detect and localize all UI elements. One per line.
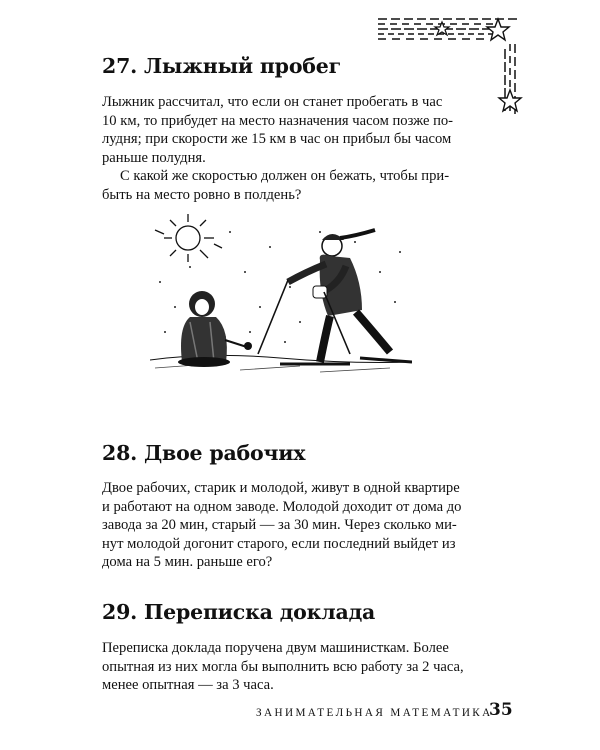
problem-28-heading: 28. Двое рабочих [102, 441, 306, 465]
page-number: 35 [489, 700, 513, 720]
skier [258, 230, 412, 364]
skier-illustration [150, 212, 412, 384]
text-line: дома на 5 мин. раньше его? [102, 554, 273, 571]
text-line: Двое рабочих, старик и молодой, живут в одной квартире [102, 480, 460, 496]
text-line: и работают на одном заводе. Молодой доходит от дома до [102, 498, 462, 515]
text-line: опытная из них могла бы выполнить всю работу за 2 часа, [102, 658, 464, 675]
text-line: Переписка доклада поручена двум машинисткам. Более [102, 640, 449, 656]
problem-27-text [102, 93, 482, 205]
running-footer-title: ЗАНИМАТЕЛЬНАЯ МАТЕМАТИКА [256, 707, 493, 719]
text-line: С какой же скоростью должен он бежать, чтобы при- [120, 168, 450, 185]
text-line: быть на место ровно в полдень? [102, 186, 302, 203]
text-line: нут молодой догонит старого, если последний выйдет из [102, 535, 456, 552]
text-line: завода за 20 мин, старый — за 30 мин. Через сколько ми- [102, 517, 457, 534]
text-line: лудня; при скорости же 15 км в час он прибыл бы часом [102, 131, 452, 148]
problem-29-text [102, 639, 482, 695]
star-icon [435, 22, 449, 35]
text-line: Лыжник рассчитал, что если он станет пробегать в час [102, 94, 443, 110]
star-icon [487, 19, 509, 40]
problem-28-text [102, 479, 482, 572]
problem-27-heading: 27. Лыжный пробег [102, 54, 341, 78]
text-line: менее опытная — за 3 часа. [102, 677, 274, 694]
text-line: 10 км, то прибудет на место назначения часом позже по- [102, 112, 454, 129]
sun-icon [155, 214, 222, 262]
text-line: раньше полудня. [102, 149, 206, 166]
problem-29-heading: 29. Переписка доклада [102, 600, 376, 624]
